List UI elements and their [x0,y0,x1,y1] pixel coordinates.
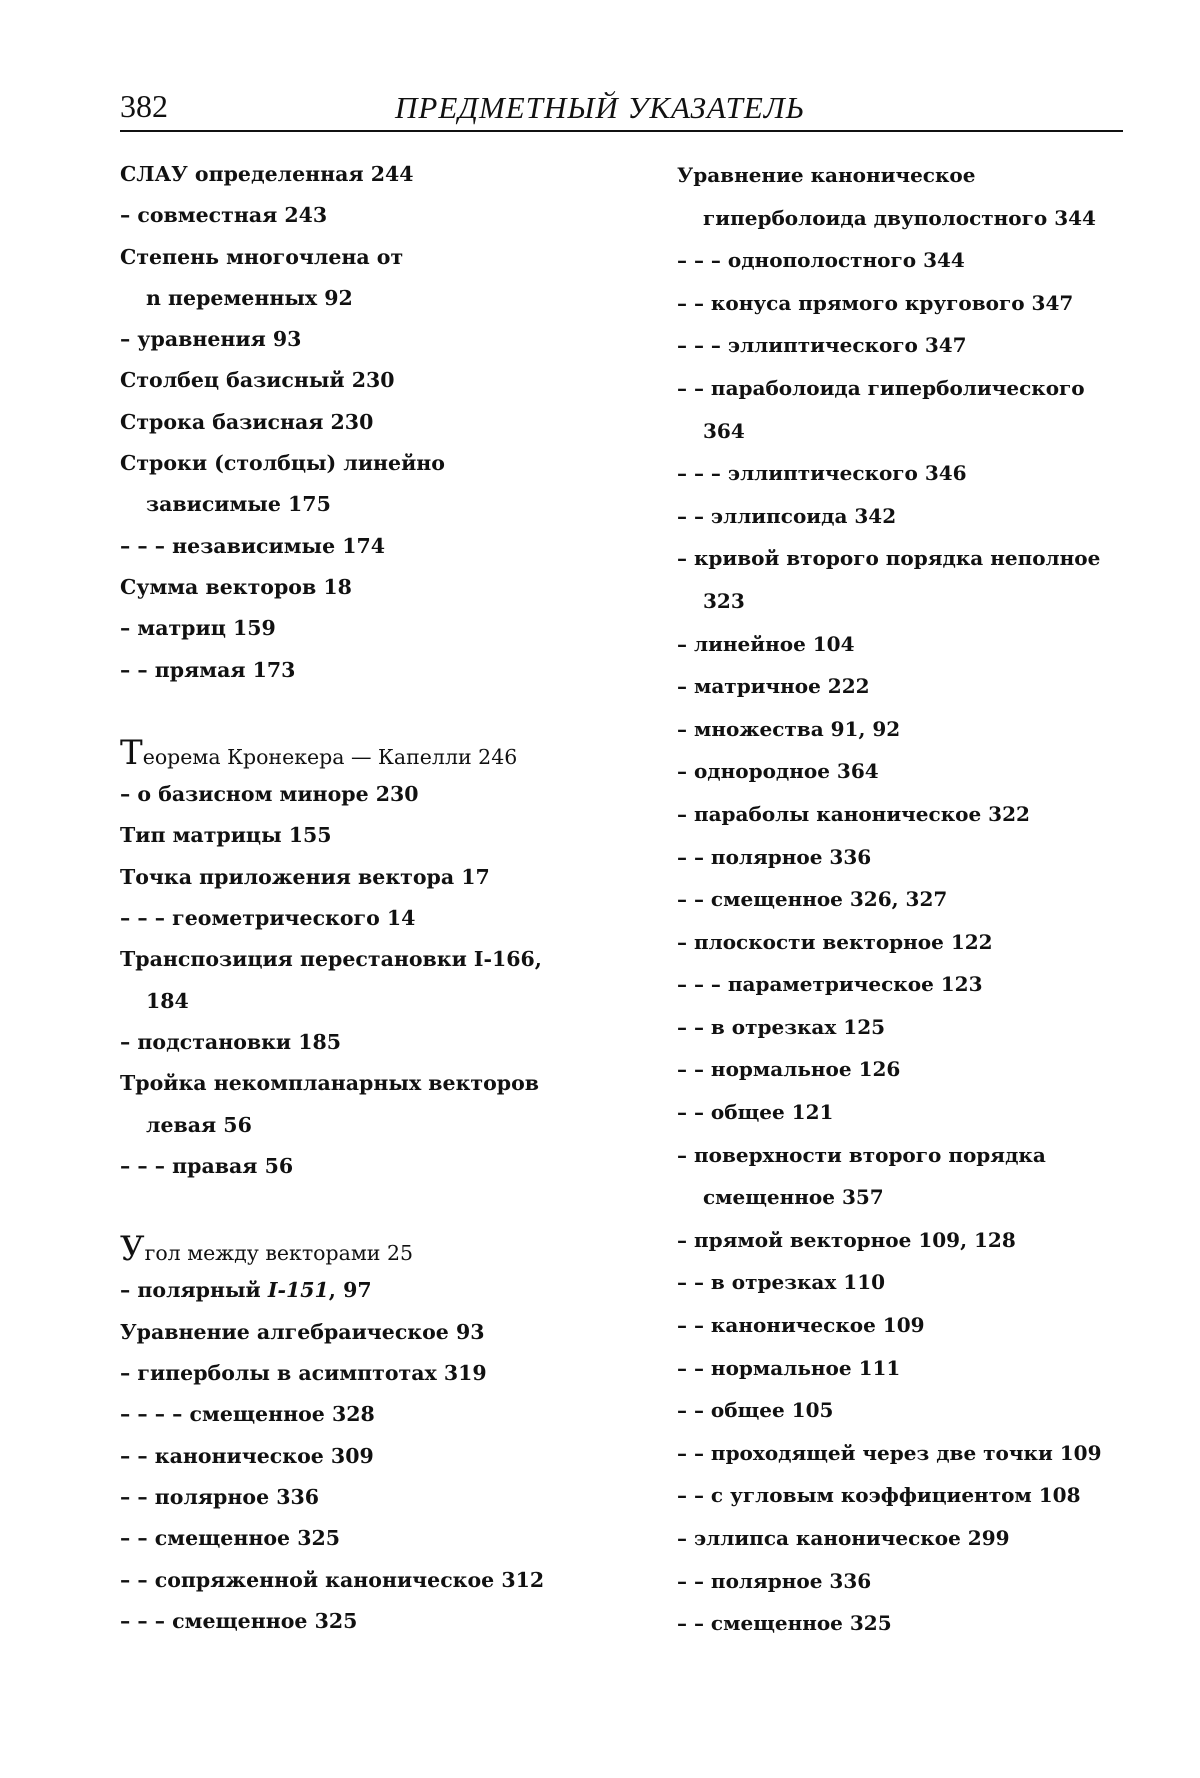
index-entry: – – – – смещенное 328 [120,1402,375,1427]
index-entry: – совместная 243 [120,203,328,228]
index-entry: – – – эллиптического 347 [677,333,967,358]
index-entry: – – – геометрического 14 [120,906,416,931]
section-initial: У [120,1229,145,1270]
index-entry: – – каноническое 109 [677,1313,925,1338]
index-entry-continuation: зависимые 175 [146,492,331,517]
index-entry: – – – однополостного 344 [677,248,965,273]
section-gap [120,691,665,733]
index-entry: Столбец базисный 230 [120,368,395,393]
index-entry: СЛАУ определенная 244 [120,162,414,186]
index-entry: – – общее 121 [677,1100,834,1125]
index-entry-continuation: смещенное 357 [703,1185,884,1210]
index-entry: – линейное 104 [677,631,855,656]
index-entry: – множества 91, 92 [677,716,901,741]
index-entry-continuation: левая 56 [146,1112,252,1137]
index-entry-text: гол между векторами 25 [144,1241,414,1266]
index-entry: – – полярное 336 [677,844,872,869]
index-entry: – – смещенное 326, 327 [677,887,948,912]
index-entry: – – прямая 173 [120,657,296,682]
page-header [120,82,1123,132]
index-entry: – – параболоида гиперболического [677,375,1085,400]
index-entry: Тип матрицы 155 [120,823,332,848]
index-entry: – однородное 364 [677,759,879,784]
index-entry: Строка базисная 230 [120,409,374,434]
index-entry-text: еорема Кронекера — Капелли 246 [142,744,518,769]
index-entry: – – проходящей через две точки 109 [677,1440,1102,1465]
index-entry: – – нормальное 111 [677,1355,901,1380]
index-entry: Уравнение алгебраическое 93 [120,1319,485,1344]
index-entry: Тройка некомпланарных векторов [120,1071,540,1096]
index-entry: – о базисном миноре 230 [120,782,419,807]
index-entry: – – эллипсоида 342 [677,503,897,528]
index-entry: – поверхности второго порядка [677,1142,1046,1167]
section-gap [120,1187,665,1229]
index-entry: – – полярное 336 [677,1568,872,1593]
index-entry: – плоскости векторное 122 [677,929,993,954]
index-entry: Степень многочлена от [120,244,404,269]
index-entry: – – каноническое 309 [120,1443,374,1468]
index-entry-continuation: гиперболоида двуполостного 344 [703,205,1096,230]
index-entry: Строки (столбцы) линейно [120,451,445,476]
index-entry-continuation: 323 [703,588,745,613]
index-entry: – – общее 105 [677,1398,834,1423]
index-entry: – эллипса каноническое 299 [677,1526,1010,1550]
page-number: 382 [120,88,168,124]
index-entry: – подстановки 185 [120,1029,342,1054]
index-entry: – параболы каноническое 322 [677,801,1030,826]
index-entry: – – – смещенное 325 [120,1608,358,1633]
index-entry: – – в отрезках 125 [677,1014,886,1039]
index-entry: Транспозиция перестановки I-166, [120,947,542,972]
index-entry: – – сопряженной каноническое 312 [120,1567,545,1592]
letter-section-heading [120,1229,665,1270]
index-column-right [677,154,1127,1645]
index-entry: Точка приложения вектора 17 [120,864,490,889]
volume-ref: I-151 [267,1278,329,1303]
index-entry-continuation: n переменных 92 [146,285,353,310]
header-rule [120,130,1123,132]
index-entry: – – полярное 336 [120,1484,320,1509]
index-entry: Сумма векторов 18 [120,574,352,599]
section-initial: Т [120,732,143,773]
letter-section-heading [120,733,665,774]
index-entry: – – – правая 56 [120,1153,294,1178]
index-entry: – – нормальное 126 [677,1057,901,1082]
index-entry: – – – параметрическое 123 [677,972,983,997]
index-entry: – матриц 159 [120,616,276,641]
index-entry: – уравнения 93 [120,327,302,352]
index-entry: – полярный I-151, 97 [120,1278,372,1303]
index-entry-continuation: 184 [146,988,189,1013]
index-entry: – – в отрезках 110 [677,1270,886,1295]
index-entry: – – конуса прямого кругового 347 [677,290,1074,315]
index-column-left [120,154,665,1642]
index-entry: Уравнение каноническое [677,163,976,187]
index-entry: – – смещенное 325 [120,1526,340,1551]
index-entry: – прямой векторное 109, 128 [677,1227,1016,1252]
index-entry: – – с угловым коэффициентом 108 [677,1483,1081,1508]
running-title: ПРЕДМЕТНЫЙ УКАЗАТЕЛЬ [395,90,806,125]
index-entry: – – – независимые 174 [120,533,386,558]
index-entry: – – смещенное 325 [677,1611,892,1636]
index-entry: – матричное 222 [677,674,870,699]
index-entry: – – – эллиптического 346 [677,461,967,486]
index-entry: – кривой второго порядка неполное [677,546,1101,571]
index-entry: – гиперболы в асимптотах 319 [120,1361,487,1386]
index-entry-continuation: 364 [703,418,745,443]
